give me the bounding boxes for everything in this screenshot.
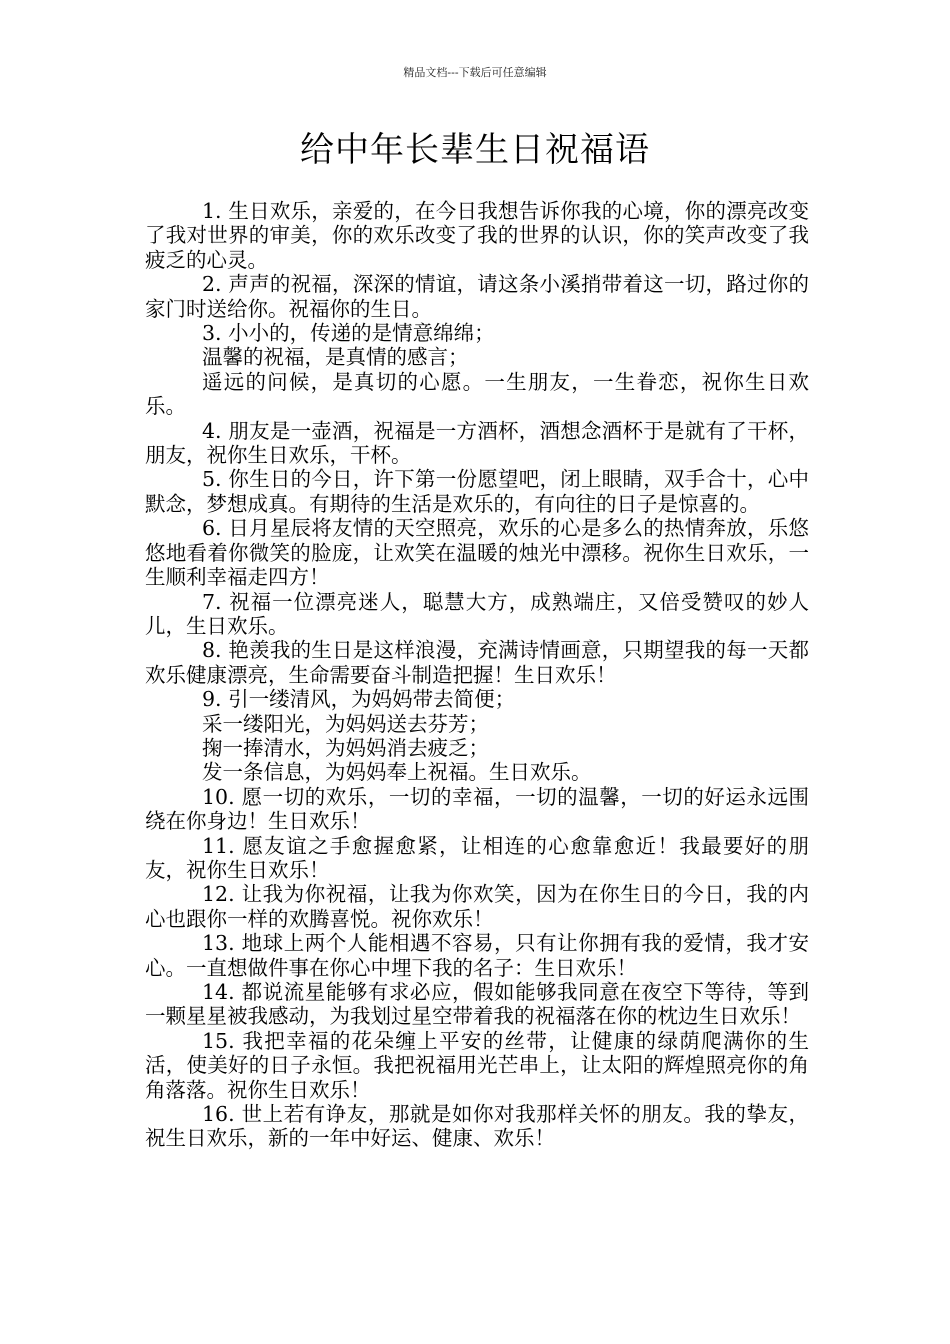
paragraph: 16. 世上若有诤友，那就是如你对我那样关怀的朋友。我的挚友，祝生日欢乐，新的一年中好运、健康、欢乐！: [145, 1102, 809, 1151]
paragraph: 发一条信息，为妈妈奉上祝福。生日欢乐。: [202, 760, 592, 785]
document-title: 给中年长辈生日祝福语: [300, 130, 650, 170]
paragraph: 遥远的问候，是真切的心愿。一生朋友，一生眷恋，祝你生日欢乐。: [145, 369, 809, 419]
paragraph: 14. 都说流星能够有求必应，假如能够我同意在夜空下等待，等到一颗星星被我感动，为我划过星空带着我的祝福落在你的枕边生日欢乐！: [145, 980, 809, 1029]
paragraph: 15. 我把幸福的花朵缠上平安的丝带，让健康的绿荫爬满你的生活，使美好的日子永恒。我把祝福用光芒串上，让太阳的辉煌照亮你的角角落落。祝你生日欢乐！: [145, 1028, 809, 1102]
paragraph: 11. 愿友谊之手愈握愈紧，让相连的心愈靠愈近！我最要好的朋友，祝你生日欢乐！: [145, 833, 809, 882]
paragraph: 1. 生日欢乐，亲爱的，在今日我想告诉你我的心境，你的漂亮改变了我对世界的审美，你的欢乐改变了我的世界的认识，你的笑声改变了我疲乏的心灵。: [145, 199, 809, 272]
paragraph: 7. 祝福一位漂亮迷人，聪慧大方，成熟端庄，又倍受赞叹的妙人儿，生日欢乐。: [145, 589, 809, 638]
paragraph: 8. 艳羡我的生日是这样浪漫，充满诗情画意，只期望我的每一天都欢乐健康漂亮，生命需要奋斗制造把握！生日欢乐！: [145, 638, 809, 687]
page-header: 精品文档---下载后可任意编辑: [403, 66, 547, 79]
paragraph: 3. 小小的，传递的是情意绵绵；: [202, 321, 495, 346]
paragraph: 6. 日月星辰将友情的天空照亮，欢乐的心是多么的热情奔放，乐悠悠地看着你微笑的脸庞，让欢笑在温暖的烛光中漂移。祝你生日欢乐，一生顺利幸福走四方！: [145, 516, 809, 590]
paragraph: 采一缕阳光，为妈妈送去芬芳；: [202, 711, 489, 736]
paragraph: 2. 声声的祝福，深深的情谊，请这条小溪捎带着这一切，路过你的家门时送给你。祝福你的生日。: [145, 272, 809, 321]
paragraph: 5. 你生日的今日，许下第一份愿望吧，闭上眼睛，双手合十，心中默念，梦想成真。有期待的生活是欢乐的，有向往的日子是惊喜的。: [145, 467, 809, 516]
paragraph: 10. 愿一切的欢乐，一切的幸福，一切的温馨，一切的好运永远围绕在你身边！生日欢乐！: [145, 784, 809, 834]
paragraph: 掬一捧清水，为妈妈消去疲乏；: [202, 735, 489, 760]
paragraph: 4. 朋友是一壶酒，祝福是一方酒杯，酒想念酒杯于是就有了干杯，朋友，祝你生日欢乐，干杯。: [145, 418, 809, 468]
paragraph: 13. 地球上两个人能相遇不容易，只有让你拥有我的爱情，我才安心。一直想做件事在你心中埋下我的名子：生日欢乐！: [145, 931, 809, 980]
paragraph: 12. 让我为你祝福，让我为你欢笑，因为在你生日的今日，我的内心也跟你一样的欢腾喜悦。祝你欢乐！: [145, 882, 809, 931]
paragraph: 温馨的祝福，是真情的感言；: [202, 345, 469, 370]
paragraph: 9. 引一缕清风，为妈妈带去简便；: [202, 687, 516, 712]
document-body: [145, 199, 809, 1151]
